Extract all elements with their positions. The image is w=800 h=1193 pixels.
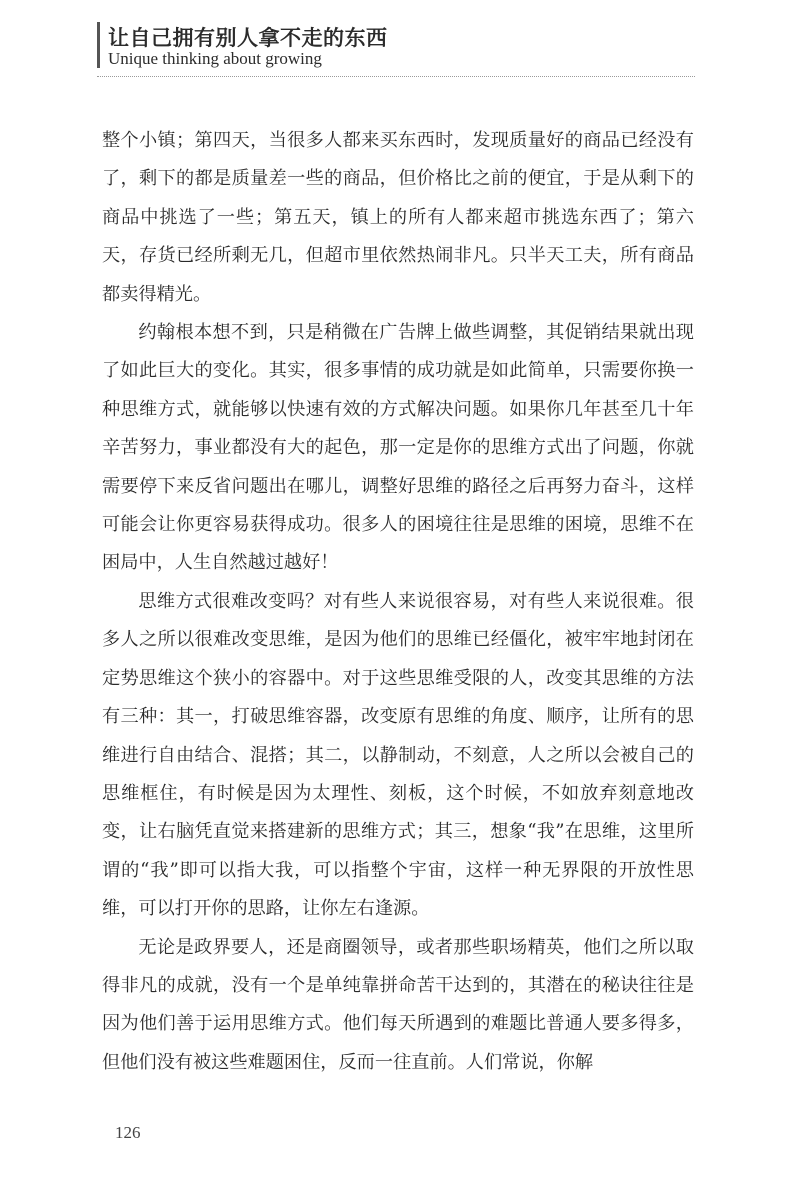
paragraph-continuation: 整个小镇；第四天，当很多人都来买东西时，发现质量好的商品已经没有了，剩下的都是质量差一些的商品，但价格比之前的便宜，于是从剩下的商品中挑选了一些；第五天，镇上的所有人都来超市挑选东西了；第六天，存货已经所剩无几，但超市里依然热闹非凡。只半天工夫，所有商品都卖得精光。 (102, 130, 694, 305)
header-accent-bar (97, 22, 100, 68)
running-header-subtitle: Unique thinking about growing (108, 49, 322, 68)
body-text (102, 122, 694, 1082)
paragraph: 约翰根本想不到，只是稍微在广告牌上做些调整，其促销结果就出现了如此巨大的变化。其实，很多事情的成功就是如此简单，只需要你换一种思维方式，就能够以快速有效的方式解决问题。如果你几年甚至几十年辛苦努力，事业都没有大的起色，那一定是你的思维方式出了问题，你就需要停下来反省问题出在哪儿，调整好思维的路径之后再努力奋斗，这样可能会让你更容易获得成功。很多人的困境往往是思维的困境，思维不在困局中，人生自然越过越好！ (102, 322, 694, 574)
running-header-title: 让自己拥有别人拿不走的东西 (108, 25, 388, 50)
header-divider (97, 76, 695, 77)
paragraph: 思维方式很难改变吗？对有些人来说很容易，对有些人来说很难。很多人之所以很难改变思维，是因为他们的思维已经僵化，被牢牢地封闭在定势思维这个狭小的容器中。对于这些思维受限的人，改变其思维的方法有三种：其一，打破思维容器，改变原有思维的角度、顺序，让所有的思维进行自由结合、混搭；其二，以静制动，不刻意，人之所以会被自己的思维框住，有时候是因为太理性、刻板，这个时候，不如放弃刻意地改变，让右脑凭直觉来搭建新的思维方式；其三，想象“我”在思维，这里所谓的“我”即可以指大我，可以指整个宇宙，这样一种无界限的开放性思维，可以打开你的思路，让你左右逢源。 (102, 590, 694, 920)
paragraph: 无论是政界要人，还是商圈领导，或者那些职场精英，他们之所以取得非凡的成就，没有一个是单纯靠拼命苦干达到的，其潜在的秘诀往往是因为他们善于运用思维方式。他们每天所遇到的难题比普通人要多得多，但他们没有被这些难题困住，反而一往直前。人们常说，你解 (102, 936, 694, 1073)
page-number: 126 (115, 1123, 141, 1142)
